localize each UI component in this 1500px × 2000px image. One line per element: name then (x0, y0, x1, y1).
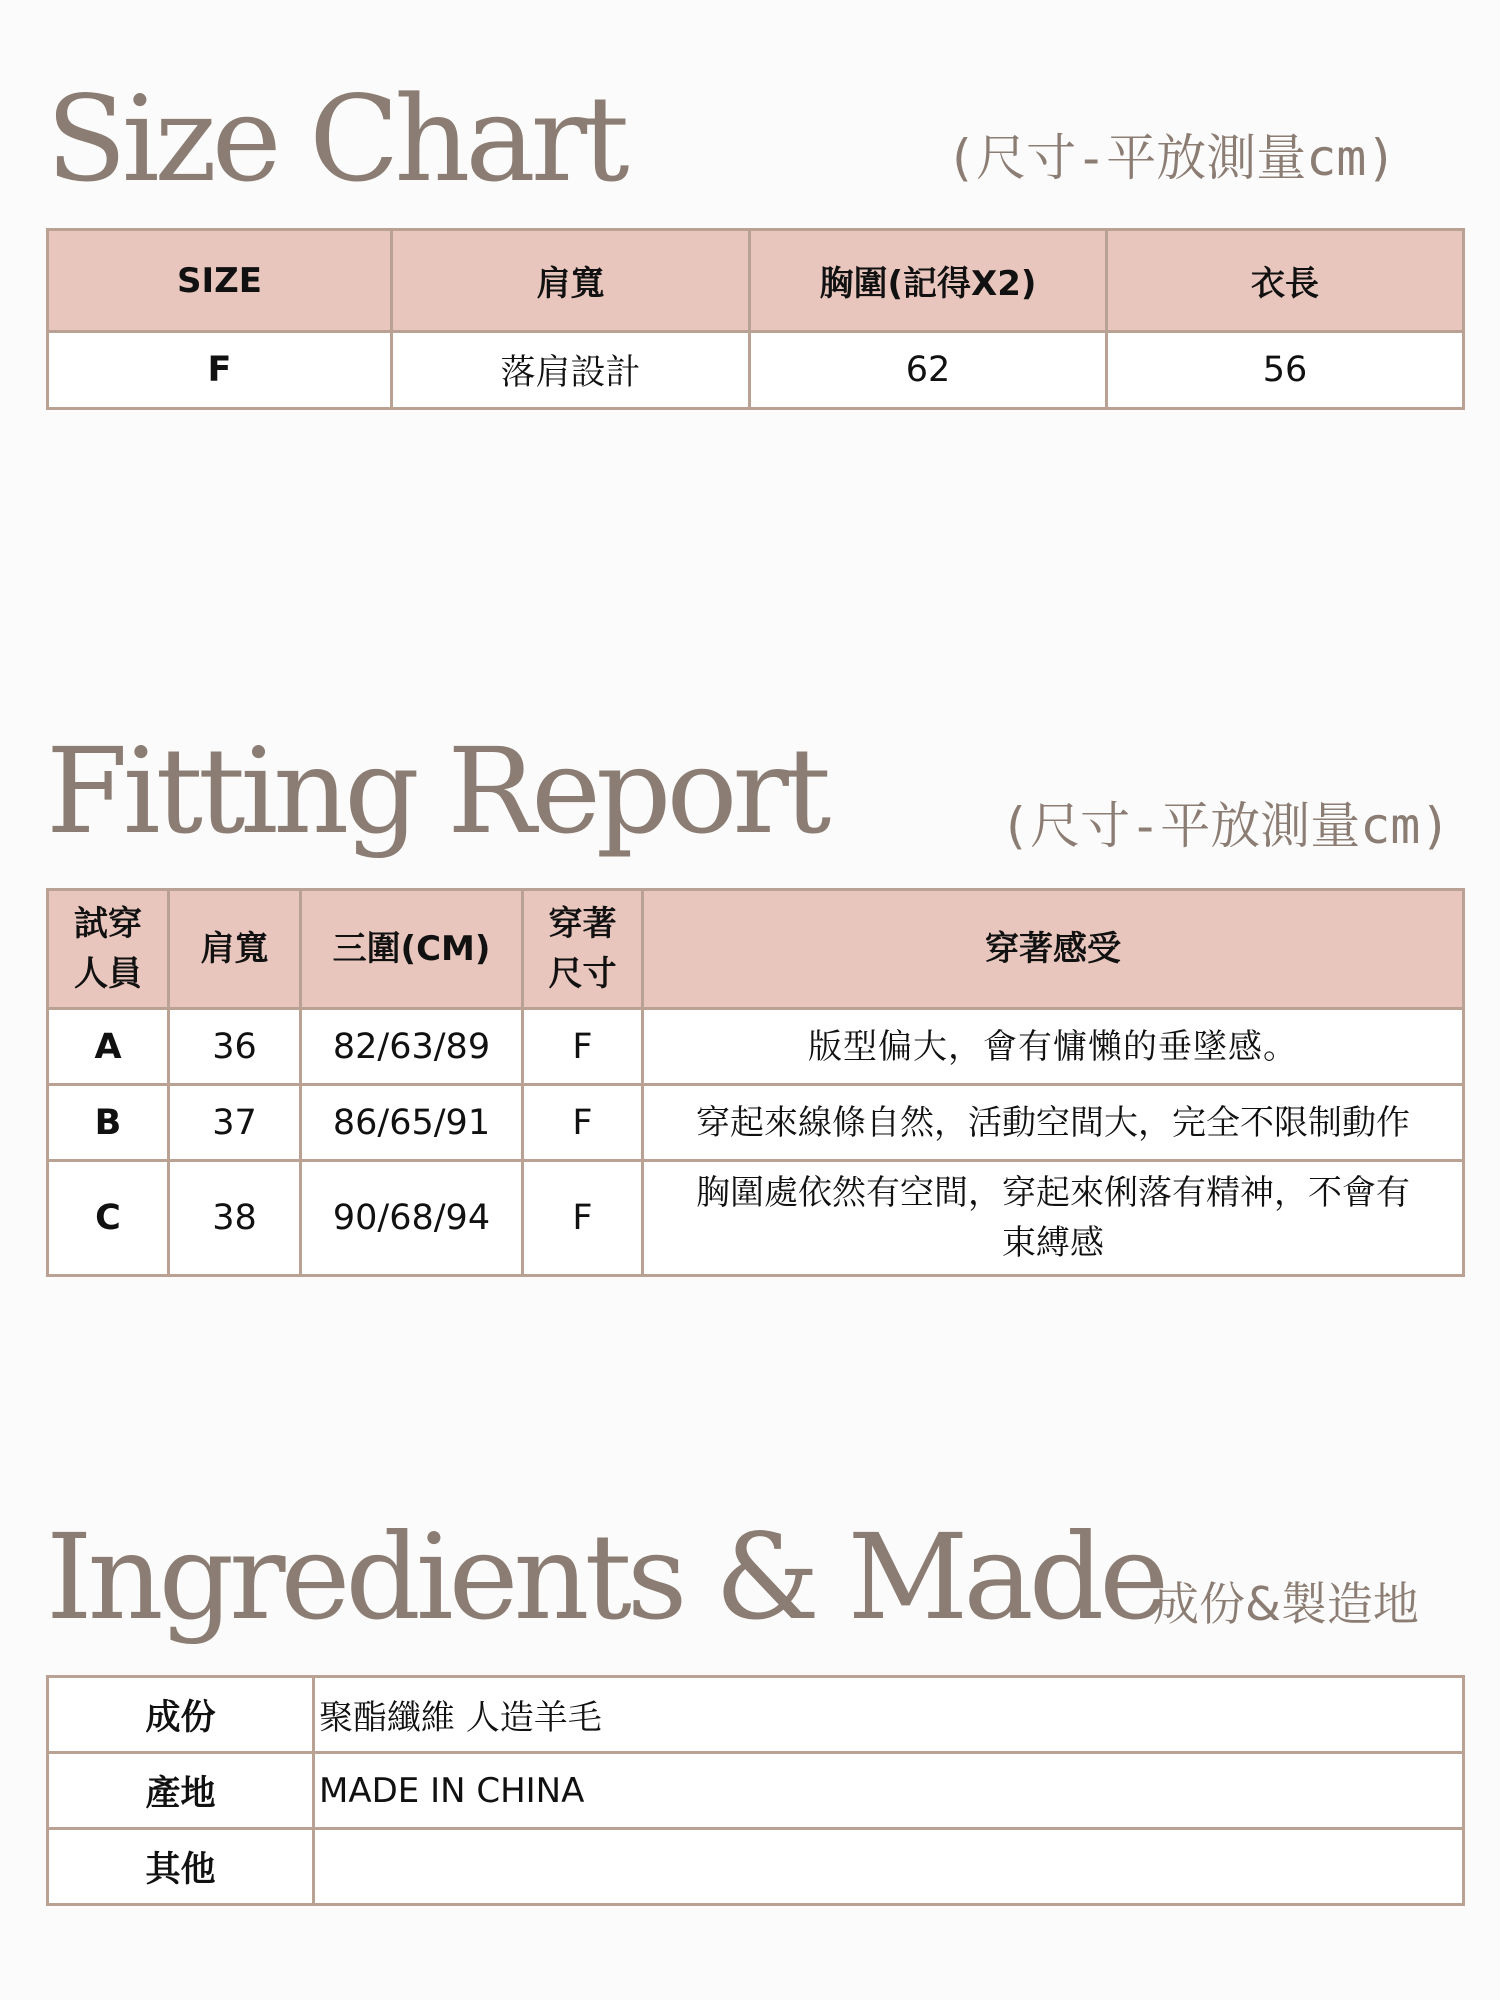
ingredients-title: Ingredients & Made (46, 1508, 1165, 1646)
fitting-cell-person: C (48, 1161, 169, 1276)
fitting-report-title: Fitting Report (46, 722, 827, 860)
ingredients-label: 成份 (48, 1677, 314, 1753)
size-chart-header-row (48, 230, 1464, 332)
size-chart-header-shoulder: 肩寬 (392, 230, 750, 332)
size-chart-header-chest: 胸圍(記得X2) (750, 230, 1107, 332)
fitting-header-feeling: 穿著感受 (643, 890, 1464, 1009)
fitting-cell-feeling-line2: 束縛感 (1002, 1223, 1104, 1263)
fitting-header-measurements: 三圍(CM) (301, 890, 523, 1009)
size-chart-table (46, 228, 1465, 410)
table-row (48, 1753, 1464, 1829)
size-chart-cell-size: F (48, 332, 392, 409)
fitting-cell-feeling (643, 1161, 1464, 1276)
table-row (48, 1009, 1464, 1085)
fitting-cell-measurements: 86/65/91 (301, 1085, 523, 1161)
fitting-report-table (46, 888, 1465, 1277)
fitting-header-shoulder: 肩寬 (169, 890, 301, 1009)
ingredients-value: 聚酯纖維 人造羊毛 (314, 1677, 1464, 1753)
fitting-cell-measurements: 90/68/94 (301, 1161, 523, 1276)
table-row (48, 332, 1464, 409)
size-chart-header-size: SIZE (48, 230, 392, 332)
fitting-header-size-line2: 尺寸 (548, 954, 617, 994)
fitting-cell-person: B (48, 1085, 169, 1161)
fitting-cell-size: F (523, 1085, 643, 1161)
fitting-report-unit-note: (尺寸-平放測量cm) (1000, 797, 1451, 855)
fitting-cell-shoulder: 38 (169, 1161, 301, 1276)
fitting-cell-feeling: 穿起來線條自然，活動空間大，完全不限制動作 (643, 1085, 1464, 1161)
origin-label: 產地 (48, 1753, 314, 1829)
origin-value: MADE IN CHINA (314, 1753, 1464, 1829)
size-chart-cell-shoulder: 落肩設計 (392, 332, 750, 409)
fitting-cell-feeling: 版型偏大，會有慵懶的垂墜感。 (643, 1009, 1464, 1085)
ingredients-note: 成份&製造地 (1153, 1577, 1419, 1631)
fitting-header-person (48, 890, 169, 1009)
fitting-cell-size: F (523, 1009, 643, 1085)
fitting-cell-shoulder: 36 (169, 1009, 301, 1085)
size-chart-cell-chest: 62 (750, 332, 1107, 409)
fitting-cell-person: A (48, 1009, 169, 1085)
table-row (48, 1161, 1464, 1276)
other-value (314, 1829, 1464, 1905)
fitting-cell-measurements: 82/63/89 (301, 1009, 523, 1085)
fitting-cell-feeling-line1: 胸圍處依然有空間，穿起來俐落有精神，不會有 (696, 1173, 1410, 1213)
fitting-header-size (523, 890, 643, 1009)
table-row (48, 1829, 1464, 1905)
size-chart-unit-note: (尺寸-平放測量cm) (946, 129, 1397, 187)
fitting-header-person-line1: 試穿 (74, 904, 142, 944)
fitting-report-header-row (48, 890, 1464, 1009)
fitting-cell-size: F (523, 1161, 643, 1276)
fitting-header-size-line1: 穿著 (548, 904, 617, 944)
ingredients-table (46, 1675, 1465, 1906)
table-row (48, 1677, 1464, 1753)
fitting-header-person-line2: 人員 (74, 954, 142, 994)
size-chart-title: Size Chart (46, 70, 625, 208)
size-chart-header-length: 衣長 (1107, 230, 1464, 332)
table-row (48, 1085, 1464, 1161)
fitting-cell-shoulder: 37 (169, 1085, 301, 1161)
other-label: 其他 (48, 1829, 314, 1905)
size-chart-cell-length: 56 (1107, 332, 1464, 409)
